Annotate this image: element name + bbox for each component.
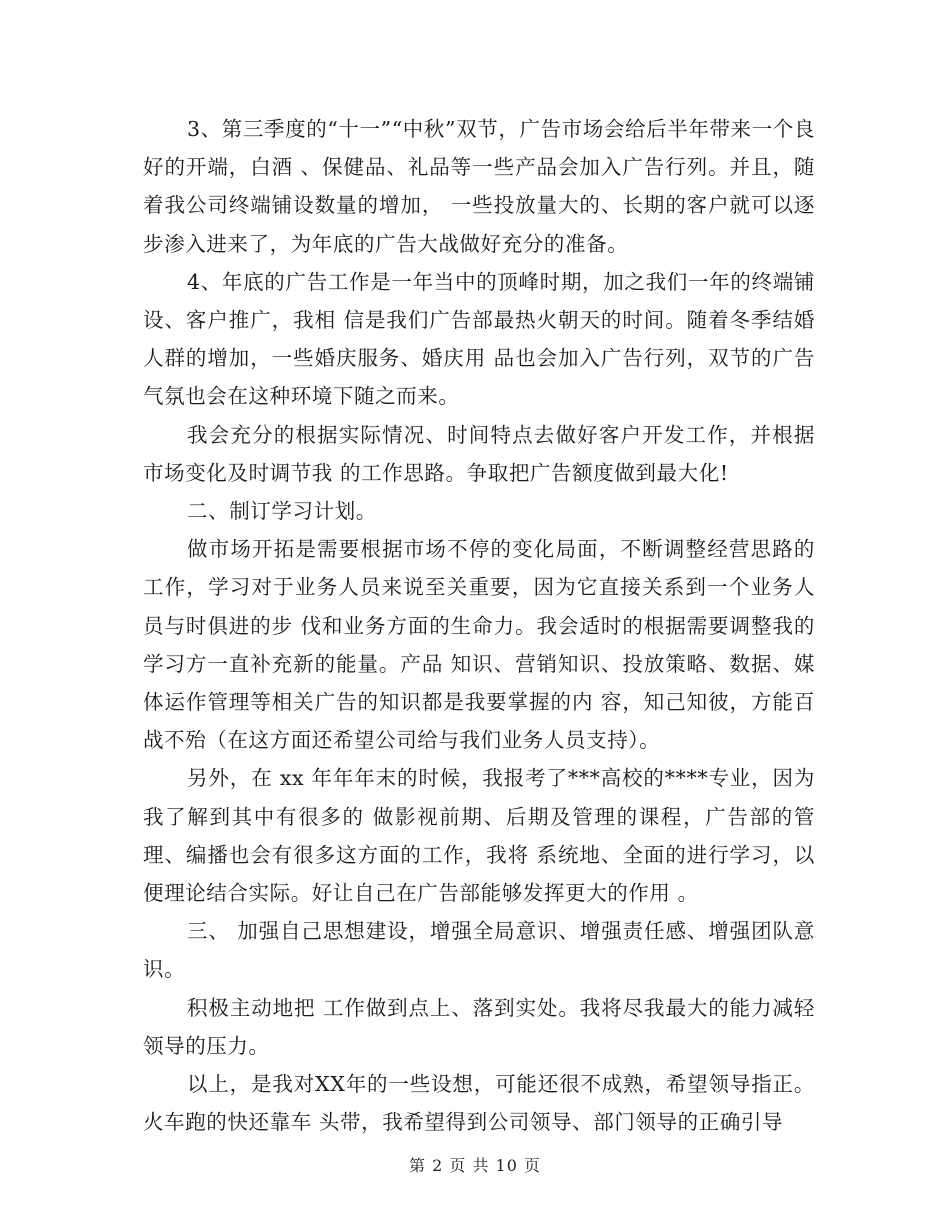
section-heading-ideology: 三、 加强自己思想建设，增强全局意识、增强责任感、增强团队意识。 (143, 919, 815, 982)
document-body (143, 110, 815, 1141)
paragraph-conclusion: 以上，是我对XX年的一些设想，可能还很不成熟，希望领导指正。火车跑的快还靠车 头带，我希望得到公司领导、部门领导的正确引导 (143, 1072, 815, 1135)
page-number-footer: 第 2 页 共 10 页 (409, 1156, 541, 1175)
paragraph-client-development: 我会充分的根据实际情况、时间特点去做好客户开发工作，并根据市场变化及时调节我 的工作思路。争取把广告额度做到最大化! (143, 422, 815, 485)
paragraph-proactive-work: 积极主动地把 工作做到点上、落到实处。我将尽我最大的能力减轻领导的压力。 (143, 995, 815, 1058)
paragraph-enrollment: 另外，在 xx 年年年末的时候，我报考了***高校的****专业，因为我了解到其中有很多的 做影视前期、后期及管理的课程，广告部的管理、编播也会有很多这方面的工作，我将 系统地、全面的进行学习，以便理论结合实际。好让自己在广告部能够发挥更大的作用 。 (143, 766, 815, 906)
section-heading-study-plan: 二、制订学习计划。 (187, 499, 377, 524)
paragraph-year-end-plan: 4、年底的广告工作是一年当中的顶峰时期，加之我们一年的终端铺设、客户推广，我相 信是我们广告部最热火朝天的时间。随着冬季结婚人群的增加，一些婚庆服务、婚庆用 品也会加入广告行列，双节的广告气氛也会在这种环境下随之而来。 (143, 269, 815, 409)
paragraph-study-importance: 做市场开拓是需要根据市场不停的变化局面，不断调整经营思路的 工作，学习对于业务人员来说至关重要，因为它直接关系到一个业务人员与时俱进的步 伐和业务方面的生命力。我会适时的根据需要调整我的学习方一直补充新的能量。产品 知识、营销知识、投放策略、数据、媒体运作管理等相关广告的知识都是我要掌握的内 容，知己知彼，方能百战不殆（在这方面还希望公司给与我们业务人员支持）。 (143, 537, 815, 753)
paragraph-q3-plan: 3、第三季度的“十一”“中秋”双节，广告市场会给后半年带来一个良好的开端，白酒 、保健品、礼品等一些产品会加入广告行列。并且，随着我公司终端铺设数量的增加， 一些投放量大的、长期的客户就可以逐步渗入进来了，为年底的广告大战做好充分的准备。 (143, 117, 815, 256)
